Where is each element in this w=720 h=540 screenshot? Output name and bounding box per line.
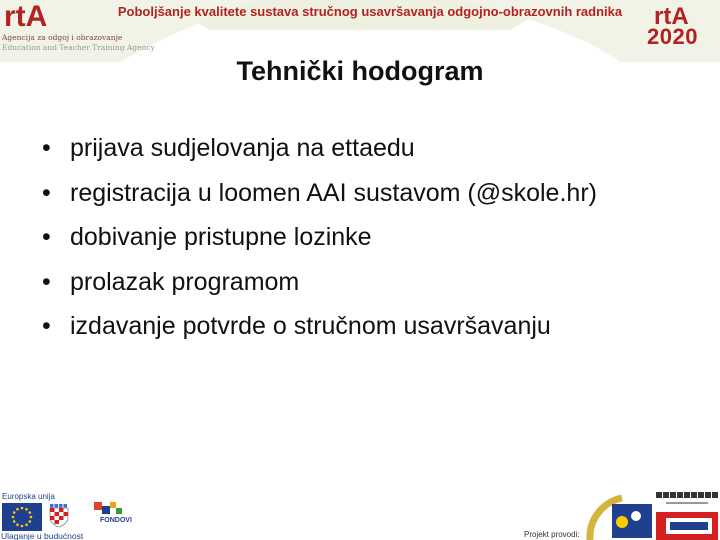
bullet-text: dobivanje pristupne lozinke xyxy=(70,223,372,251)
cinop-logo-icon xyxy=(656,512,718,540)
slide-title: Tehnički hodogram xyxy=(236,56,484,86)
eu-label: Europska unija xyxy=(2,492,55,501)
croatia-emblem-icon xyxy=(48,504,70,528)
kulturkontakt-logo-icon xyxy=(656,490,718,510)
investment-slogan: Ulaganje u budućnost xyxy=(1,531,84,540)
bullet-text: prijava sudjelovanja na ettaedu xyxy=(70,134,415,162)
bullet-item xyxy=(42,132,682,165)
program-year: 2020 xyxy=(647,24,698,49)
partner-logos xyxy=(520,486,720,540)
bullet-icon: • xyxy=(42,223,51,251)
program-logo xyxy=(648,2,708,26)
agency-logo-text: rtA xyxy=(4,0,48,32)
program-logo-text: rtA xyxy=(654,3,689,26)
cep-logo-icon xyxy=(582,486,654,540)
funding-logos xyxy=(0,490,150,540)
bullet-text: prolazak programom xyxy=(70,267,300,296)
agency-name-hr: Agencija za odgoj i obrazovanje xyxy=(2,33,123,42)
agency-name xyxy=(2,33,155,53)
bullet-icon: • xyxy=(42,134,51,162)
bullet-item xyxy=(42,266,682,299)
agency-name-en: Education and Teacher Training Agency xyxy=(2,43,155,52)
bullet-item xyxy=(42,310,682,343)
agency-logo xyxy=(2,0,62,32)
bullet-icon: • xyxy=(42,267,51,296)
project-label: Projekt provodi: xyxy=(524,530,580,539)
funds-label: FONDOVI xyxy=(100,517,132,524)
eu-flag-icon xyxy=(2,503,42,531)
bullet-item xyxy=(42,177,682,210)
structural-funds-icon xyxy=(90,500,136,516)
bullet-item xyxy=(42,221,682,254)
bullet-icon: • xyxy=(42,178,51,207)
banner-title: Poboljšanje kvalitete sustava stručnog usavršavanja odgojno-obrazovnih radnika xyxy=(117,4,623,19)
bullet-text: izdavanje potvrde o stručnom usavršavanju xyxy=(70,312,551,340)
bullet-icon: • xyxy=(42,312,51,340)
bullet-list xyxy=(42,132,682,355)
bullet-text: registracija u loomen AAI sustavom (@skole.hr) xyxy=(70,178,597,207)
